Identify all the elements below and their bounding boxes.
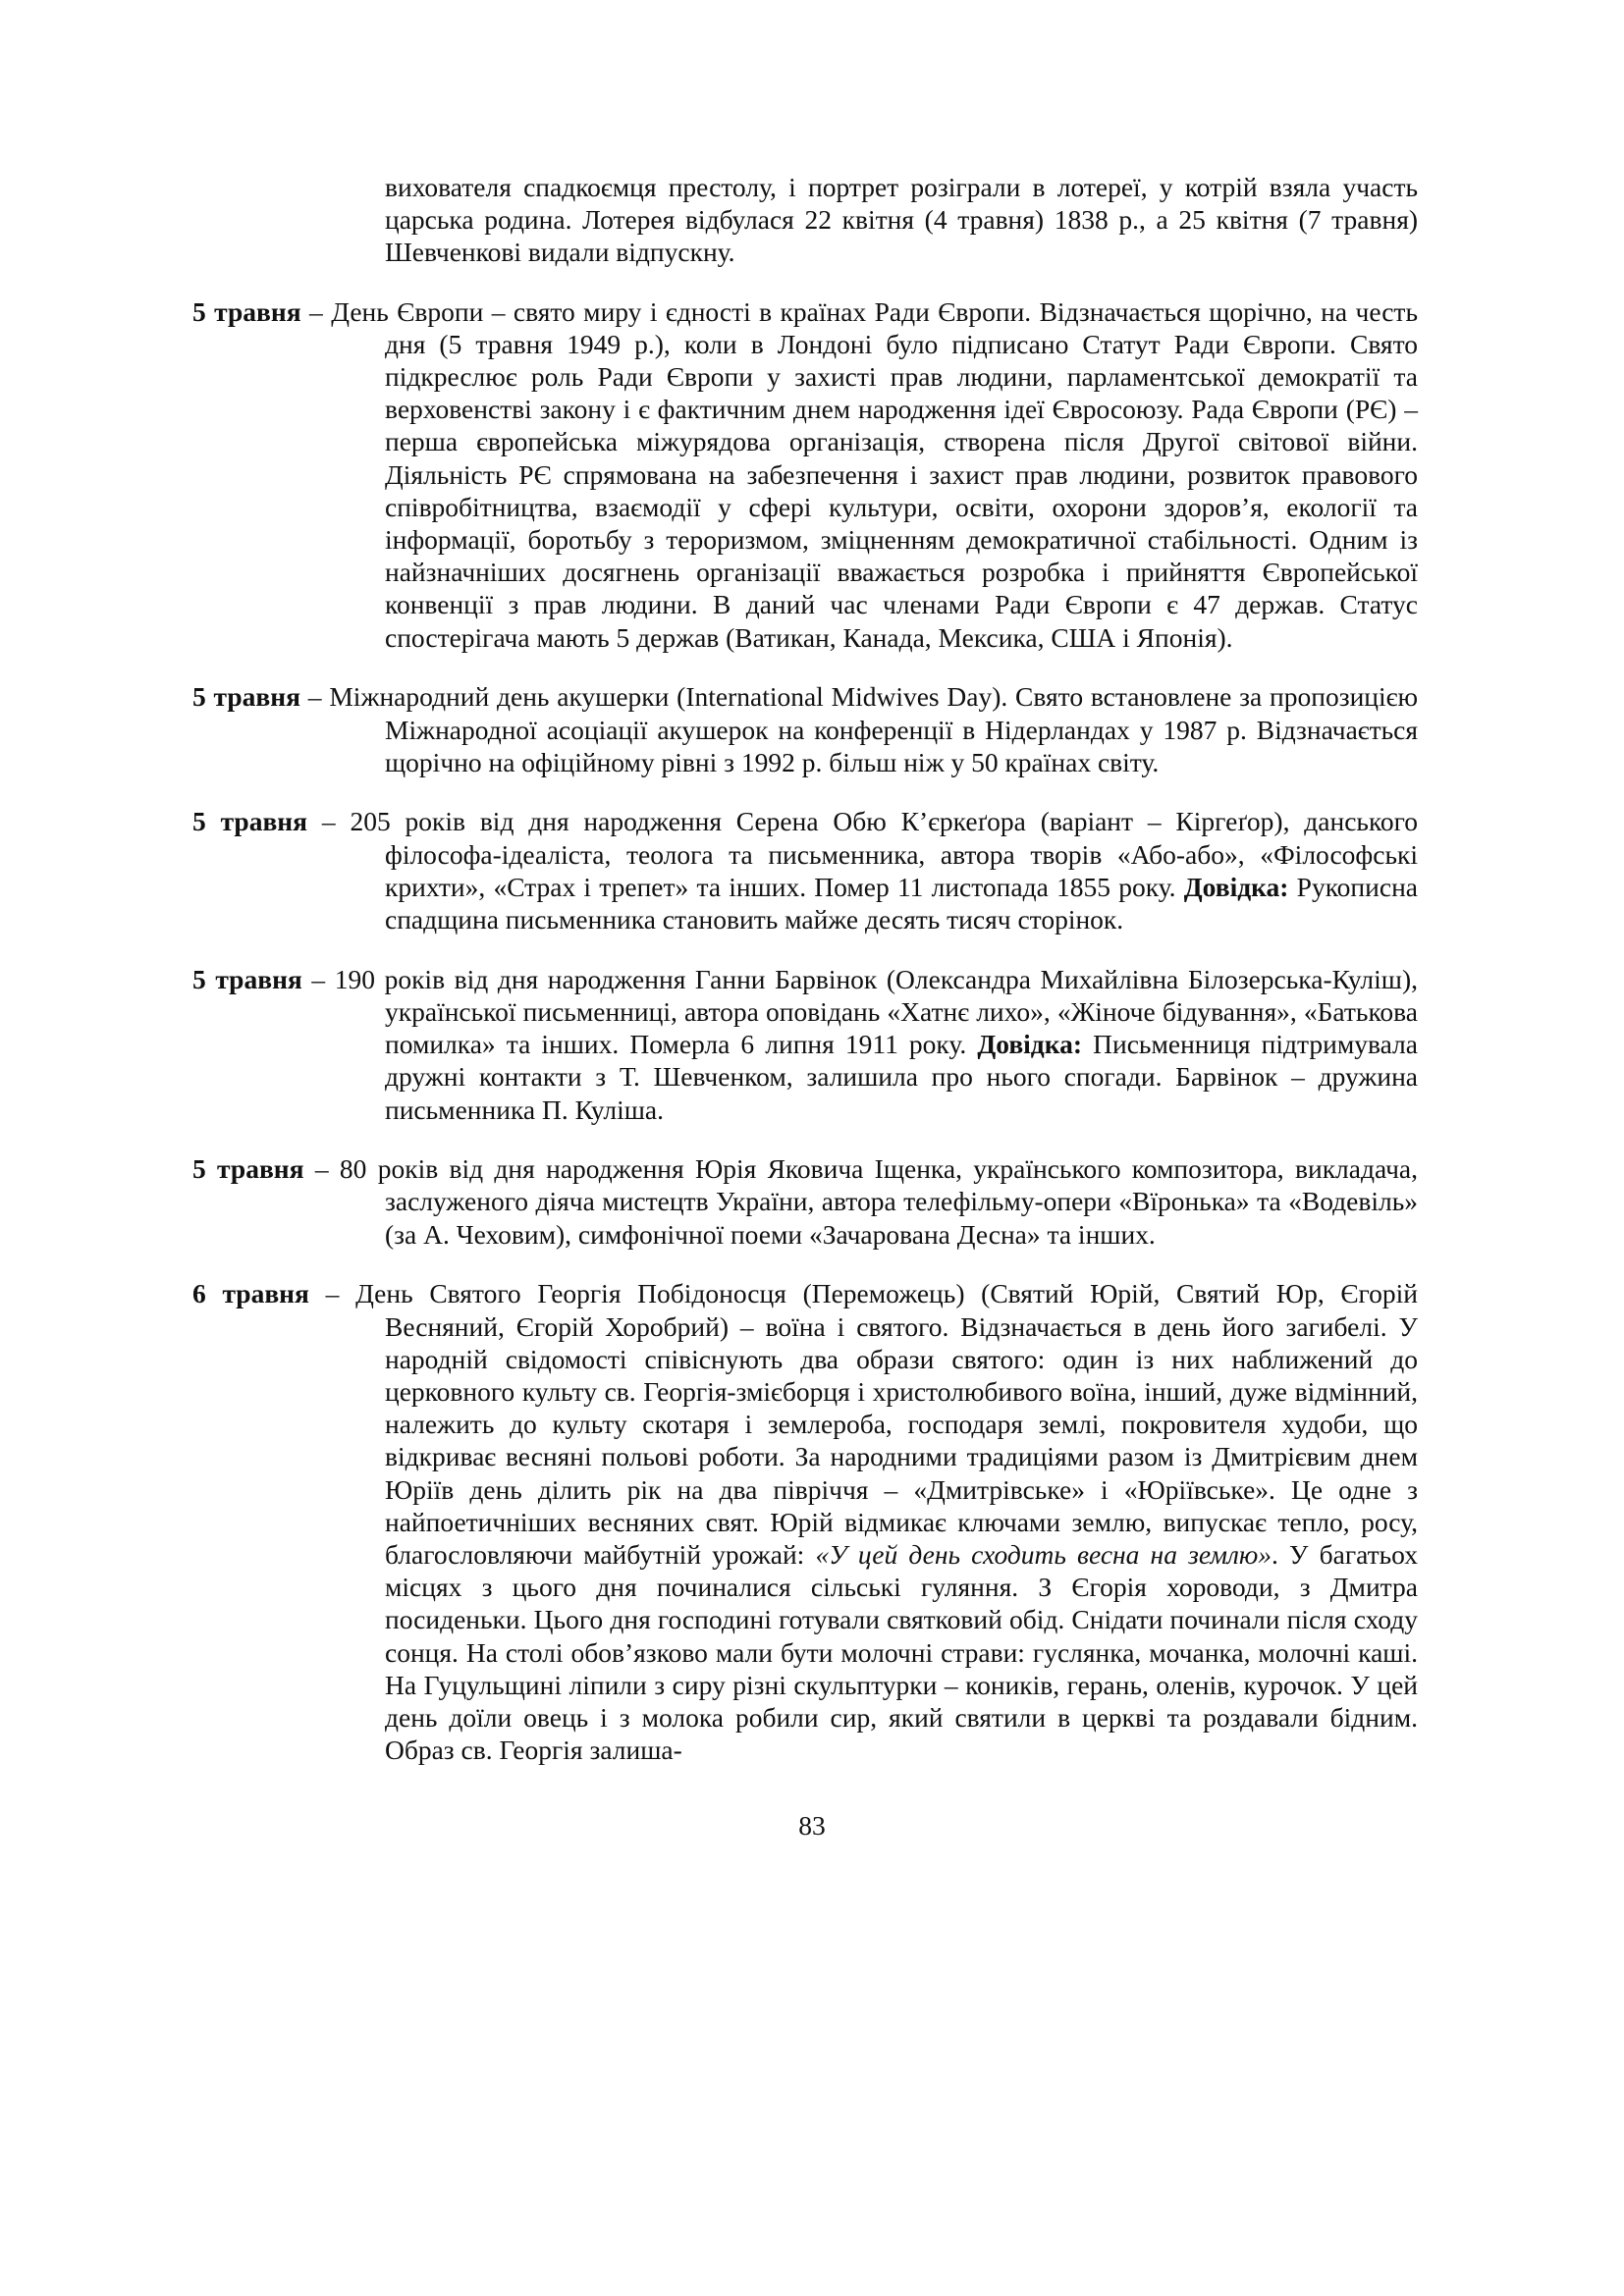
entry-date: 5 травня [192,295,301,327]
entry-date: 5 травня [192,1153,304,1185]
entry-2 [192,680,1418,778]
note-text: Рукописна спадщина письменника становить майже десять тисяч сторінок. [385,871,1418,935]
note-label: Довідка: [977,1029,1083,1060]
page-body [192,143,1418,1782]
note-text: Письменниця підтримувала дружні контакти з Т. Шевченком, залишила про нього спогади. Барвінок – дружина письменника П. Куліша. [385,1029,1418,1125]
entry-6 [192,1277,1418,1766]
entry-text: – 205 років від дня народження Серена Обю К’єркеґора (варіант – Кіргеґор), данського філософа-ідеаліста, теолога та письменника, автора творів «Або-або», «Філософські крихти», «Страх і трепет» та інших. Помер 11 листопада 1855 року. [307,806,1419,902]
entry-text: – 190 років від дня народження Ганни Барвінок (Олександра Михайлівна Білозерська-Куліш), української письменниці, автора оповідань «Хатнє лихо», «Жіноче бідування», «Батькова помилка» та інших. Померла 6 липня 1911 року. [301,963,1418,1060]
quote-text: «У цей день сходить весна на землю» [815,1539,1272,1571]
entry-date: 5 травня [192,806,308,837]
entry-4 [192,963,1418,1126]
entry-text: – 80 років від дня народження Юрія Яковича Іщенка, українського композитора, викладача, заслуженого діяча мистецтв України, автора телефільму-опери «Вїронька» та «Водевіль» (за А. Чеховим), симфонічної поеми «Зачарована Десна» та інших. [303,1153,1418,1250]
entry-1 [192,295,1418,654]
entry-text: – Міжнародний день акушерки (International Midwives Day). Свято встановлене за пропозицією Міжнародної асоціації акушерок на конференції в Нідерландах у 1987 р. Відзначається щорічно на офіційному рівні з 1992 р. більш ніж у 50 країнах світу. [300,681,1419,777]
entry-date: 6 травня [192,1278,309,1309]
entry-date: 5 травня [192,963,302,994]
entry-text-continued: . У багатьох місцях з цього дня починалися сільські гуляння. З Єгорія хороводи, з Дмитра посиденьки. Цього дня господині готували святковий обід. Снідати починали після сходу сонця. На столі обов’язково мали бути молочні страви: гуслянка, мочанка, молочні каші. На Гуцульщині ліпили з сиру різні скульптурки – коників, герань, оленів, курочок. У цей день доїли овець і з молока робили сир, який святили в церкві та роздавали бідним. Образ св. Георгія залиша- [385,1539,1418,1766]
continuation-paragraph: вихователя спадкоємця престолу, і портрет розіграли в лотереї, у котрій взяла участь царська родина. Лотерея відбулася 22 квітня (4 травня) 1838 р., а 25 квітня (7 травня) Шевченкові видали відпускну. [385,171,1418,267]
entry-date: 5 травня [192,681,301,713]
entry-text: – День Європи – свято миру і єдності в країнах Ради Європи. Відзначається щорічно, на честь дня (5 травня 1949 р.), коли в Лондоні було підписано Статут Ради Європи. Свято підкреслює роль Ради Європи у захисті прав людини, парламентської демократії та верховенстві закону і є фактичним днем народження ідеї Євросоюзу. Рада Європи (РЄ) – перша європейська міжурядова організація, створена після Другої світової війни. Діяльність РЄ спрямована на забезпечення і захист прав людини, розвиток правового співробітництва, взаємодії у сфері культури, освіти, охорони здоров’я, екології та інформації, боротьбу з тероризмом, зміцненням демократичної стабільності. Одним із найзначніших досягнень організації вважається розробка і прийняття Європейської конвенції з прав людини. В даний час членами Ради Європи є 47 держав. Статус спостерігача мають 5 держав (Ватикан, Канада, Мексика, США і Японія). [300,295,1418,653]
note-label: Довідка: [1183,871,1289,902]
entry-text: – День Святого Георгія Побідоносця (Переможець) (Святий Юрій, Святий Юр, Єгорій Весняний, Єгорій Хоробрий) – воїна і святого. Відзначається в день його загибелі. У народній свідомості співіснують два образи святого: один із них наближений до церковного культу св. Георгія-змієборця і христолюбивого воїна, інший, дуже відмінний, належить до культу скотаря і землероба, господаря землі, покровителя худоби, що відкриває весняні польові роботи. За народними традиціями разом із Дмитрієвим днем Юріїв день ділить рік на два півріччя – «Дмитрівське» і «Юріївське». Це одне з найпоетичніших весняних свят. Юрій відмикає ключами землю, випускає тепло, росу, благословляючи майбутній урожай: [308,1278,1418,1571]
page-number: 83 [798,1810,826,1841]
entry-5 [192,1152,1418,1251]
entry-3 [192,805,1418,935]
